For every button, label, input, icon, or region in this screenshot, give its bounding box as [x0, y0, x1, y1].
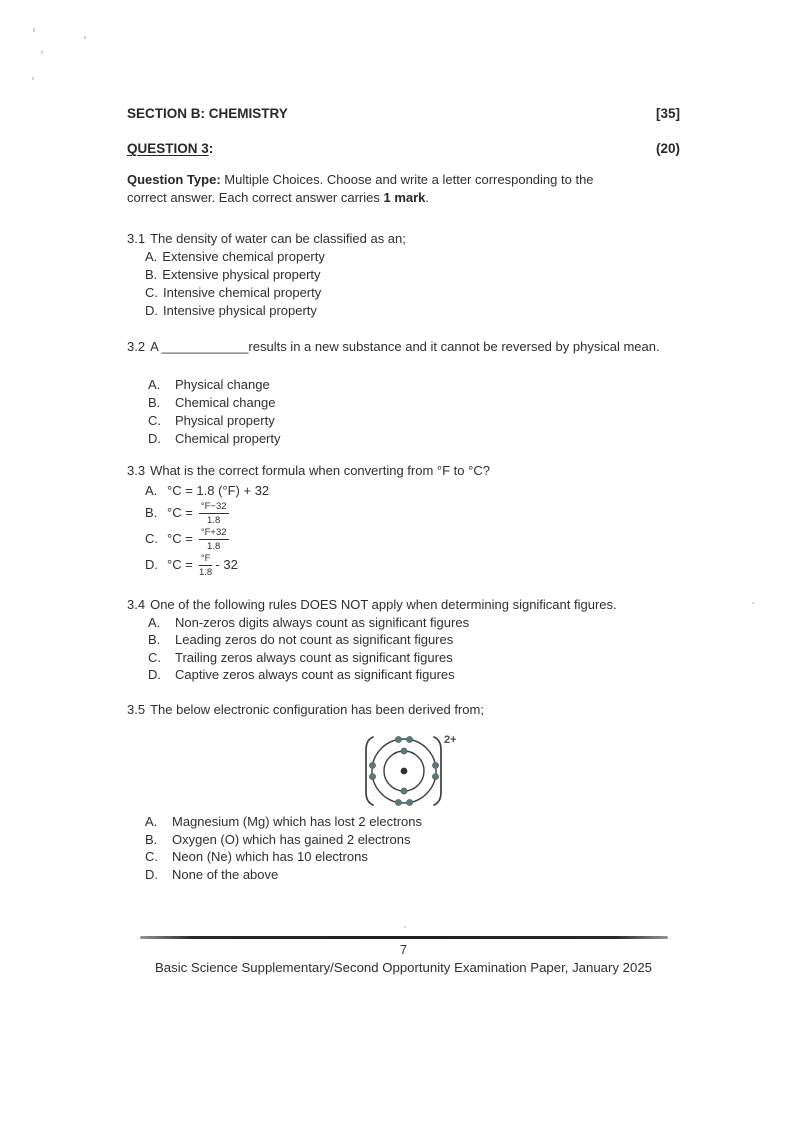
question-3-2 — [127, 338, 693, 448]
nucleus — [401, 768, 408, 775]
bohr-model-ion-diagram — [340, 727, 470, 815]
options-list — [148, 614, 693, 684]
footer-rule — [140, 936, 668, 939]
option: B. Extensive physical property — [145, 267, 321, 282]
footer-text: Basic Science Supplementary/Second Opportunity Examination Paper, January 2025 — [154, 960, 653, 975]
scan-artifact — [32, 77, 34, 80]
question-3-5 — [127, 701, 693, 719]
question-3-4 — [127, 596, 693, 684]
scan-artifact — [33, 28, 35, 32]
option: A. Extensive chemical property — [145, 249, 325, 264]
options-list — [145, 813, 693, 883]
question-stem: 3.1 The density of water can be classified as an; — [127, 231, 406, 246]
page-number: 7 — [399, 942, 408, 957]
instructions-line-1: Question Type: Multiple Choices. Choose and write a letter corresponding to the — [127, 172, 594, 187]
scan-artifact — [41, 51, 43, 54]
scan-artifact — [84, 36, 86, 39]
option: A. Non-zeros digits always count as significant figures — [148, 614, 470, 630]
option: A. °C = 1.8 (°F) + 32 — [145, 483, 270, 498]
instructions-line-2: correct answer. Each correct answer carries 1 mark. — [127, 189, 430, 205]
option: B. Oxygen (O) which has gained 2 electrons — [145, 831, 411, 847]
option: C. Neon (Ne) which has 10 electrons — [145, 849, 368, 864]
option: D. None of the above — [145, 866, 279, 882]
question-stem: 3.4 One of the following rules DOES NOT apply when determining significant figures. — [127, 597, 617, 612]
option-formula: D. °C = $\frac{^\circ F}{1.8}$ - 32 — [145, 552, 238, 578]
option-formula: C. °C = $\frac{^\circ F+32}{1.8}$ — [145, 526, 227, 552]
question-3-1 — [127, 230, 693, 320]
option: D. Intensive physical property — [145, 303, 317, 318]
right-bracket — [434, 737, 441, 805]
fraction: $\frac{^\circ F}{1.8}$ — [198, 552, 213, 578]
options-list — [145, 248, 693, 320]
option: B. Chemical change — [148, 395, 276, 410]
question-3-5-options — [127, 813, 693, 883]
question-stem: 3.5 The below electronic configuration has been derived from; — [127, 702, 484, 717]
option-formula: B. °C = $\frac{^\circ F-32}{1.8}$ — [145, 500, 227, 526]
option: C. Physical property — [148, 413, 275, 428]
options-list — [145, 482, 693, 578]
section-header — [127, 106, 680, 122]
question-header — [127, 141, 680, 157]
fraction: $\frac{^\circ F+32}{1.8}$ — [200, 526, 227, 552]
option: C. Trailing zeros always count as significant figures — [148, 649, 453, 665]
option: A. Physical change — [148, 377, 270, 392]
ion-charge-label: 2+ — [444, 734, 457, 746]
fraction: $\frac{^\circ F-32}{1.8}$ — [200, 500, 227, 526]
question-marks: (20) — [655, 141, 680, 156]
option: C. Intensive chemical property — [145, 285, 322, 300]
option: D. Chemical property — [148, 431, 281, 446]
section-title: SECTION B: CHEMISTRY — [127, 106, 288, 121]
question-stem: 3.3 What is the correct formula when converting from °F to °C? — [127, 463, 490, 478]
option: D. Captive zeros always count as significant figures — [148, 667, 455, 682]
question-stem: 3.2 A ____________results in a new substance and it cannot be reversed by physical mean. — [127, 339, 660, 354]
question-3-3 — [127, 462, 693, 578]
section-marks: [35] — [655, 106, 680, 121]
scan-artifact — [404, 926, 406, 928]
options-list — [148, 376, 693, 448]
scan-artifact — [752, 602, 754, 604]
question-heading: QUESTION 3: — [127, 141, 214, 156]
option: A. Magnesium (Mg) which has lost 2 electrons — [145, 814, 422, 829]
option: B. Leading zeros do not count as significant figures — [148, 632, 454, 647]
instructions — [127, 171, 693, 206]
